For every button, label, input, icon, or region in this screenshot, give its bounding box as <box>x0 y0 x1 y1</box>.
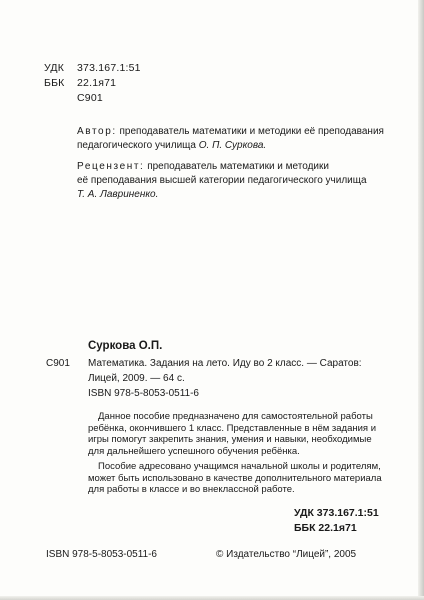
bib-author-mark: С901 <box>46 358 70 369</box>
udk-label: УДК <box>44 62 65 74</box>
annotation-paragraph-1: Данное пособие предназначено для самостоятельной работы ребёнка, окончившего 1 класс. Представленные в нём задания и игры помогут закрепить знания, умения и навыки, необходимые для дальнейшего успешного обучения ребёнка. <box>88 411 377 457</box>
reviewer-line-2: её преподавания высшей категории педагогического училища <box>77 175 367 186</box>
author-label: Автор: <box>77 126 117 137</box>
author-mark: С901 <box>77 92 103 104</box>
bib-author-heading: Суркова О.П. <box>88 340 163 352</box>
page-edge-shadow <box>418 0 424 600</box>
author-name: О. П. Суркова. <box>198 140 267 151</box>
author-text-cont: педагогического училища <box>77 140 196 151</box>
bib-title-line-1: Математика. Задания на лето. Иду во 2 класс. — Саратов: <box>88 358 362 369</box>
udk-row <box>44 62 141 75</box>
bib-title-line-2: Лицей, 2009. — 64 с. <box>88 373 185 384</box>
footer-udk: УДК 373.167.1:51 <box>294 507 379 519</box>
bbk-value: 22.1я71 <box>77 77 117 89</box>
author-text: преподаватель математики и методики её преподавания <box>119 126 384 137</box>
page-bottom-edge <box>0 596 424 600</box>
bib-isbn: ISBN 978-5-8053-0511-6 <box>88 388 199 399</box>
footer-isbn: ISBN 978-5-8053-0511-6 <box>46 549 157 560</box>
copyright-notice: © Издательство “Лицей”, 2005 <box>216 549 357 560</box>
bbk-label: ББК <box>44 77 65 89</box>
reviewer-label: Рецензент: <box>77 161 145 172</box>
author-line-2 <box>77 140 266 152</box>
udk-value: 373.167.1:51 <box>77 62 141 74</box>
annotation-paragraph-2: Пособие адресовано учащимся начальной школы и родителям, может быть использовано в качестве дополнительного материала для работы в классе и во внеклассной работе. <box>88 461 382 495</box>
reviewer-text: преподаватель математики и методики <box>147 161 329 172</box>
bbk-row <box>44 77 116 90</box>
reviewer-line <box>77 161 329 173</box>
footer-bbk: ББК 22.1я71 <box>294 522 357 534</box>
reviewer-name: Т. А. Лавриненко. <box>77 189 159 200</box>
author-line <box>77 126 384 138</box>
